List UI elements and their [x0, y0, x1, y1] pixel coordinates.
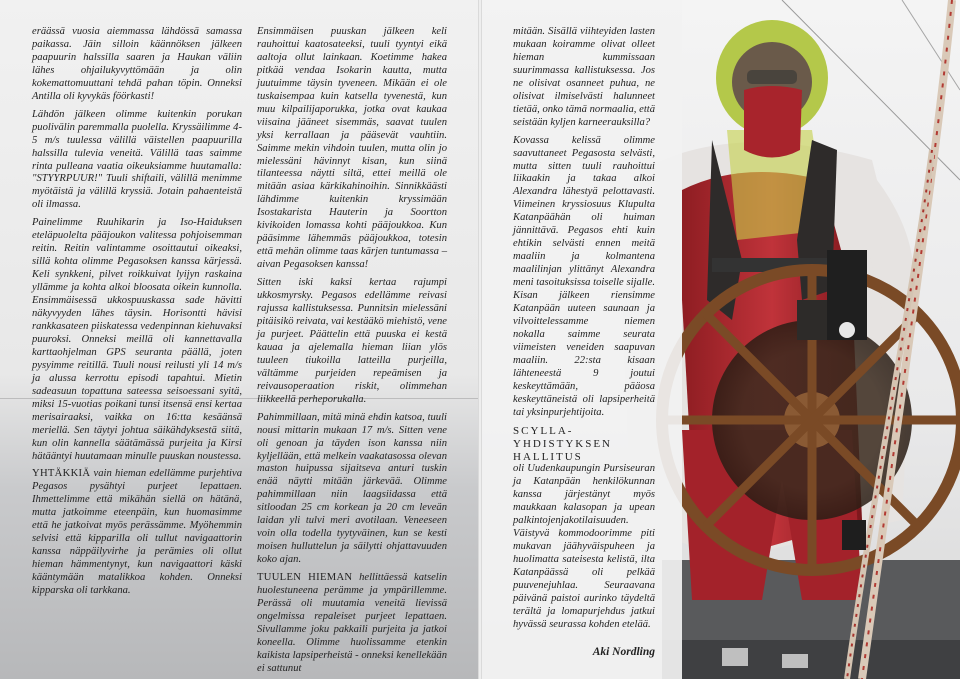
instrument-knob: [839, 322, 855, 338]
paragraph-text: vain hieman edellämme purjehtiva Pegasos pysähtyi purjeet lepattaen. Ihmettelimme että mikähän siellä on hätänä, mutta jatkoimme eteenpäin, kun huomasimme että he jatkoivat myös perässämme. Myöhemmin selvisi että kipparilla oli tullut navigaattorin kanssa näppäilyvirhe ja perämies oli ollut hieman hämmentynyt, kun navigaattori käski kääntymään matalikkoa kohden. Onneksi kipparska oli tarkkana.: [32, 468, 242, 597]
red-face-scarf: [744, 86, 802, 158]
winch: [842, 520, 866, 550]
article-column-1: [32, 26, 242, 603]
lead-in-caps: TUULEN HIEMAN: [257, 572, 353, 584]
lead-in-caps: SCYLLA-YHDISTYKSEN HALLITUS: [513, 424, 612, 463]
article-column-2: [257, 26, 447, 679]
paragraph: Pahimmillaan, mitä minä ehdin katsoa, tuuli nousi mittarin mukaan 17 m/s. Sitten vene oli genoan ja täyden ison kanssa niin kyljellään, että melkein vaakatasossa olevan maston huipussa sijaitseva anturi tuskin enää näytti mitään järkevää. Olimme pahimmillaan niin laagsiidassa että sitloodan 25 cm korkean ja 20 cm leveän laidan yli tulvi meri avotilaan. Veneeseen voin olla todella tyytyväinen, kun se kesti moisen hulluttelun ja säilytti ohjattavuuden koko ajan.: [257, 411, 447, 566]
paragraph: Painelimme Ruuhikarin ja Iso-Haiduksen eteläpuolelta pääjoukon valitessa pohjoisemman reitin. Reitin valintamme osoittautui oikeaksi, sillä kohta olimme Pegasoksen kanssa kärjessä. Keli synkkeni, pilvet roikkuivat lyijyn raskaina yllämme ja kohta alkoi bloosata oikein kunnolla. Ensimmäisessä ukkospuuskassa sade hävitti näkyvyyden lähes täysin. Horisontti hävisi rankkasateen piiskatessa vedenpinnan kiehuvaksi puuroksi. Onneksi meillä oli kannettavalla karttaohjelman GPS seuranta päällä, joten pysyimme reitillä. Tuuli nousi reilusti yli 14 m/s ja alussa kerrottu episodi tapahtui. Mietin sadeasuun topattuna sateessa seisoessani syitä, miksi 15-vuotias poikani tunsi itsensä ensi kertaa merisairaaksi, vaikka on 16:tta kesäänsä meriellä. Sen täytyi johtua säikähdyksestä siitä, kun olin kannella säätämässä purjeita ja Kirsi hätääntyi huutamaan minulle puuskan noustessa.: [32, 217, 242, 462]
paragraph: Ensimmäisen puuskan jälkeen keli rauhoittui kaatosateeksi, tuuli tyyntyi eikä aaltoja ollut lainkaan. Koetimme hakea pitkää vendaa Isokarin kautta, mutta juutuimme täysin tyveneen. Mikään ei ole tuskaisempaa kuin katsella tyvenestä, kun muu kilpailijaporukka, jotka ovat kaukaa viisaina jääneet sisemmäs, saavat tuulen yksi kerrallaan ja pääsevät vauhtiin. Saimme mekin vihdoin tuulen, mutta olin jo mielessäni hävinnyt kisan, kun siinä tilanteessa näytti siltä, ettei meillä ole mitään asiaa kärkikahinoihin. Sinnikkäästi lähdimme kuitenkin kryssimään Isostakarista Hauterin ja Soortton kivikoiden lomassa kohti pääjoukkoa. Kun pääsimme lähemmäs pääjoukkoa, totesin että mehän olimme taas kärjen tuntumassa –aivan Pegasoksen kanssa!: [257, 26, 447, 271]
author-signature: Aki Nordling: [592, 645, 655, 658]
deck-shadow: [662, 640, 960, 679]
paragraph: eräässä vuosia aiemmassa lähdössä samassa paikassa. Jäin silloin käännöksen jälkeen paapuurin halssilla saaren ja Haukan väliin lähes ohjailukyvyttömään ja olin kokemattomuuttani tehdä pahan töpin. Onneksi Antilla oli kyvykäs föörkasti!: [32, 26, 242, 102]
article-column-3: [513, 26, 655, 659]
paragraph: Sitten iski kaksi kertaa rajumpi ukkosmyrsky. Pegasos edellämme reivasi rajussa kallistuksessa. Punnitsin mielessäni pitäisikö reivata, vai kestääkö miehistö, vene ja purjeet. Päättelin että puuska ei kestä kauaa ja ajelemalla hieman liian ylös tuuleen tiukoilla latteilla purjeilla, vältämme purjeiden repeämisen ja reivausoperaation riskit, olimmehan liikkeellä perheporukalla.: [257, 277, 447, 405]
paragraph-text: oli Uudenkaupungin Pursiseuran ja Katanpään henkilökunnan kanssa järjestänyt myös maukkaan kalasopan ja upean palkintojenjakotilaisuuden. Väistyvä kommodoorimme piti mukavan jäähyväispuheen ja huolimatta sateisesta kelistä, ilta Katanpäässä oli pelkää puuvenejuhlaa. Seuraavana päivänä paistoi aurinko täydeltä terältä ja lomapurjehdus jatkui hyvässä seurassa kohden etelää.: [513, 463, 655, 630]
paragraph: Lähdön jälkeen olimme kuitenkin porukan puolivälin paremmalla puolella. Kryssäilimme 4-5 m/s tuulessa välillä väistellen paapuurilla halssilla tulevia veneitä. Välillä taas saimme rinta pulleana vaatia oikeuksiamme huutamalla: "STYYRPUUR!" Tuuli shiftaili, välillä menimme myötäistä ja välillä kryssiä. Jotain pahaenteistä oli ilmassa.: [32, 108, 242, 211]
lead-in-caps: YHTÄKKIÄ: [32, 468, 91, 480]
paragraph: [513, 425, 655, 632]
paragraph: [257, 572, 447, 676]
deck-fitting: [722, 648, 748, 666]
glasses: [747, 70, 797, 84]
paragraph: [32, 468, 242, 598]
deck-fitting: [782, 654, 808, 668]
paragraph: mitään. Sisällä viihteyiden lasten mukaan koiramme olivat olleet hieman kummissaan suurimmassa kallistuksessa. Jos ne olisivat osanneet puhua, ne olisivat ilmiselvästi halunneet tietää, onko tämä normaalia, että seistään kyljen karneerauksilla?: [513, 26, 655, 128]
paragraph-text: hellittäessä katselin huolestuneena perämme ja ympärillemme. Perässä oli muutamia veneitä lievissä ongelmissa repaleiset purjeet lepattaen. Sivullamme joku pakkaili purjeita ja jatkoi koneella. Olimme huolissamme etenkin kaikista lapsiperheistä - onneksi kenellekään ei sattunut: [257, 572, 447, 674]
paragraph: Kovassa kelissä olimme saavuttaneet Pegasosta selvästi, mutta sitten tuuli rauhoittui liikaakin ja takaa alkoi Alexandra lähestyä pelottavasti. Viimeinen kryssiosuus Klupulta Katanpäähän oli huiman jännittävä. Pegasos ehti kuin ehtikin selvästi ennen meitä maaliin ja kolmantena maalilinjan ylittänyt Alexandra meni tasoituksissa toiselle sijalle. Kisan jälkeen riensimme Katanpään uuteen saunaan ja vilvoittelessamme niemen nokalla saimme seurata viimeisten veneiden saapuvan maaliin. 22:sta kisaan lähteneestä 9 joutui keskeyttämään, pääosa keskeyttäneistä oli lapsiperheitä tai yksinpurjehtijoita.: [513, 134, 655, 418]
